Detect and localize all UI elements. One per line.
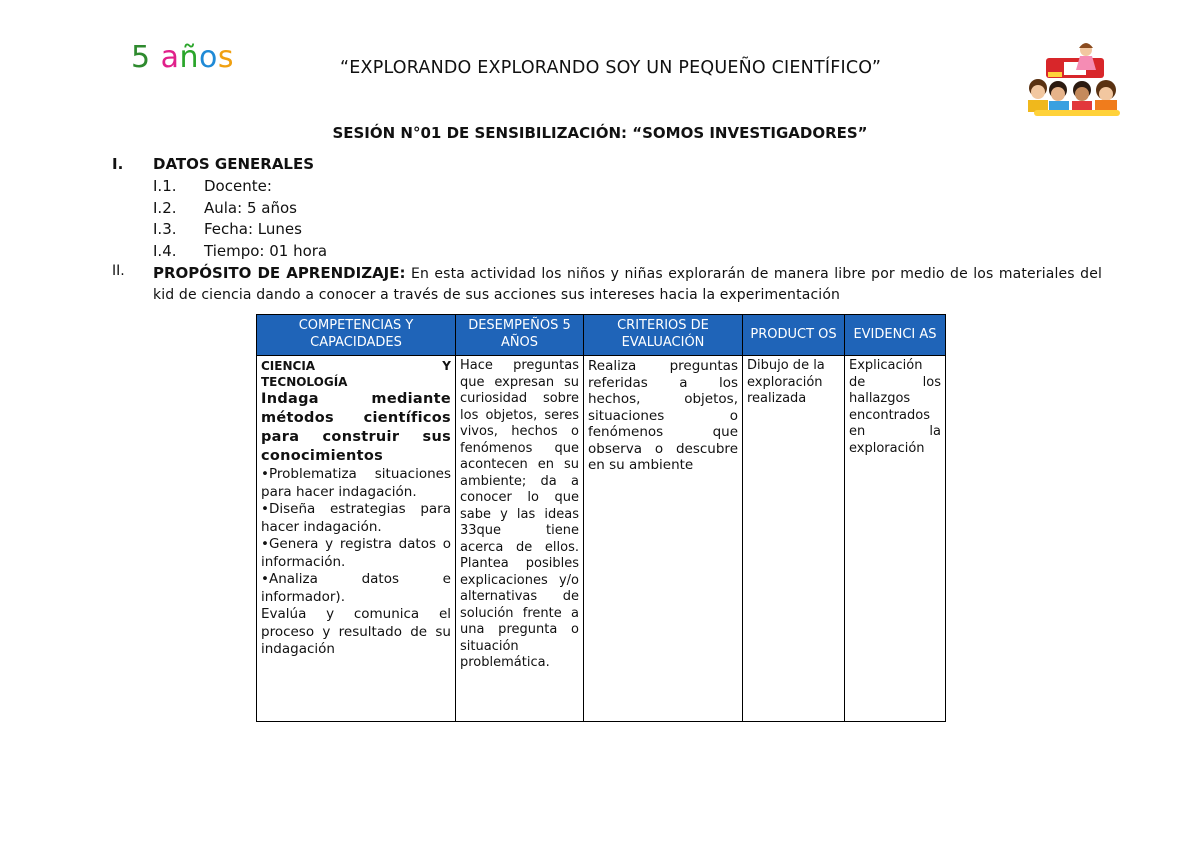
item-number: I.4. xyxy=(153,242,177,260)
purpose-text: En esta actividad los niños y niñas explorarán de manera libre por medio de los materiales del kid de ciencia dando a conocer a través de sus acciones sus intereses hacia la experimentación xyxy=(153,266,1102,303)
competency-area-line1: CIENCIA Y xyxy=(261,359,451,373)
column-header-competencies: COMPETENCIAS Y CAPACIDADES xyxy=(257,315,456,356)
column-header-performances: DESEMPEÑOS 5 AÑOS xyxy=(456,315,584,356)
age-letter: o xyxy=(199,40,218,75)
capacity-item: •Diseña estrategias para hacer indagación. xyxy=(261,501,451,535)
project-title: “EXPLORANDO EXPLORANDO SOY UN PEQUEÑO CIENTÍFICO” xyxy=(340,58,882,78)
item-number: I.1. xyxy=(153,177,177,195)
age-letter: ñ xyxy=(179,40,200,75)
table-header-row xyxy=(257,315,946,356)
item-text: Tiempo: 01 hora xyxy=(204,242,328,260)
evidence-cell: Explicación de los hallazgos encontrados en la exploración xyxy=(845,356,946,722)
capacity-item: •Analiza datos e informador). xyxy=(261,571,451,605)
section-number: I. xyxy=(112,155,124,173)
item-text: Docente: xyxy=(204,177,272,195)
criteria-cell: Realiza preguntas referidas a los hechos, objetos, situaciones o fenómenos que observa o descubre en su ambiente xyxy=(584,356,743,722)
item-number: I.3. xyxy=(153,220,177,238)
competency-area-line2: TECNOLOGÍA xyxy=(261,375,348,389)
session-title: SESIÓN N°01 DE SENSIBILIZACIÓN: “SOMOS INVESTIGADORES” xyxy=(332,124,868,142)
children-reading-illustration-icon xyxy=(1024,40,1124,120)
capacity-item: Evalúa y comunica el proceso y resultado de su indagación xyxy=(261,606,451,657)
competency-name: Indaga mediante métodos científicos para construir sus conocimientos xyxy=(261,391,451,464)
column-header-products: PRODUCT OS xyxy=(743,315,845,356)
purpose-paragraph xyxy=(153,263,1102,306)
age-letter: 5 xyxy=(131,40,151,75)
age-letter: a xyxy=(160,40,180,75)
competencies-table xyxy=(256,314,946,722)
competencies-cell xyxy=(257,356,456,722)
performances-cell: Hace preguntas que expresan su curiosidad sobre los objetos, seres vivos, hechos o fenómenos que acontecen en su ambiente; da a conocer lo que sabe y las ideas 33que tiene acerca de ellos. Plantea posibles explicaciones y/o alternativas de solución frente a una pregunta o situación problemática. xyxy=(456,356,584,722)
age-title xyxy=(131,40,234,75)
section-number: II. xyxy=(112,263,125,279)
capacity-item: •Problematiza situaciones para hacer indagación. xyxy=(261,466,451,500)
table-row xyxy=(257,356,946,722)
item-number: I.2. xyxy=(153,199,177,217)
products-cell: Dibujo de la exploración realizada xyxy=(743,356,845,722)
age-letter xyxy=(151,40,161,75)
column-header-criteria: CRITERIOS DE EVALUACIÓN xyxy=(584,315,743,356)
column-header-evidence: EVIDENCI AS xyxy=(845,315,946,356)
item-text: Aula: 5 años xyxy=(204,199,297,217)
item-text: Fecha: Lunes xyxy=(204,220,302,238)
section-heading: PROPÓSITO DE APRENDIZAJE: xyxy=(153,264,406,282)
capacity-item: •Genera y registra datos o información. xyxy=(261,536,451,570)
section-heading: DATOS GENERALES xyxy=(153,155,315,173)
age-letter: s xyxy=(217,40,235,75)
